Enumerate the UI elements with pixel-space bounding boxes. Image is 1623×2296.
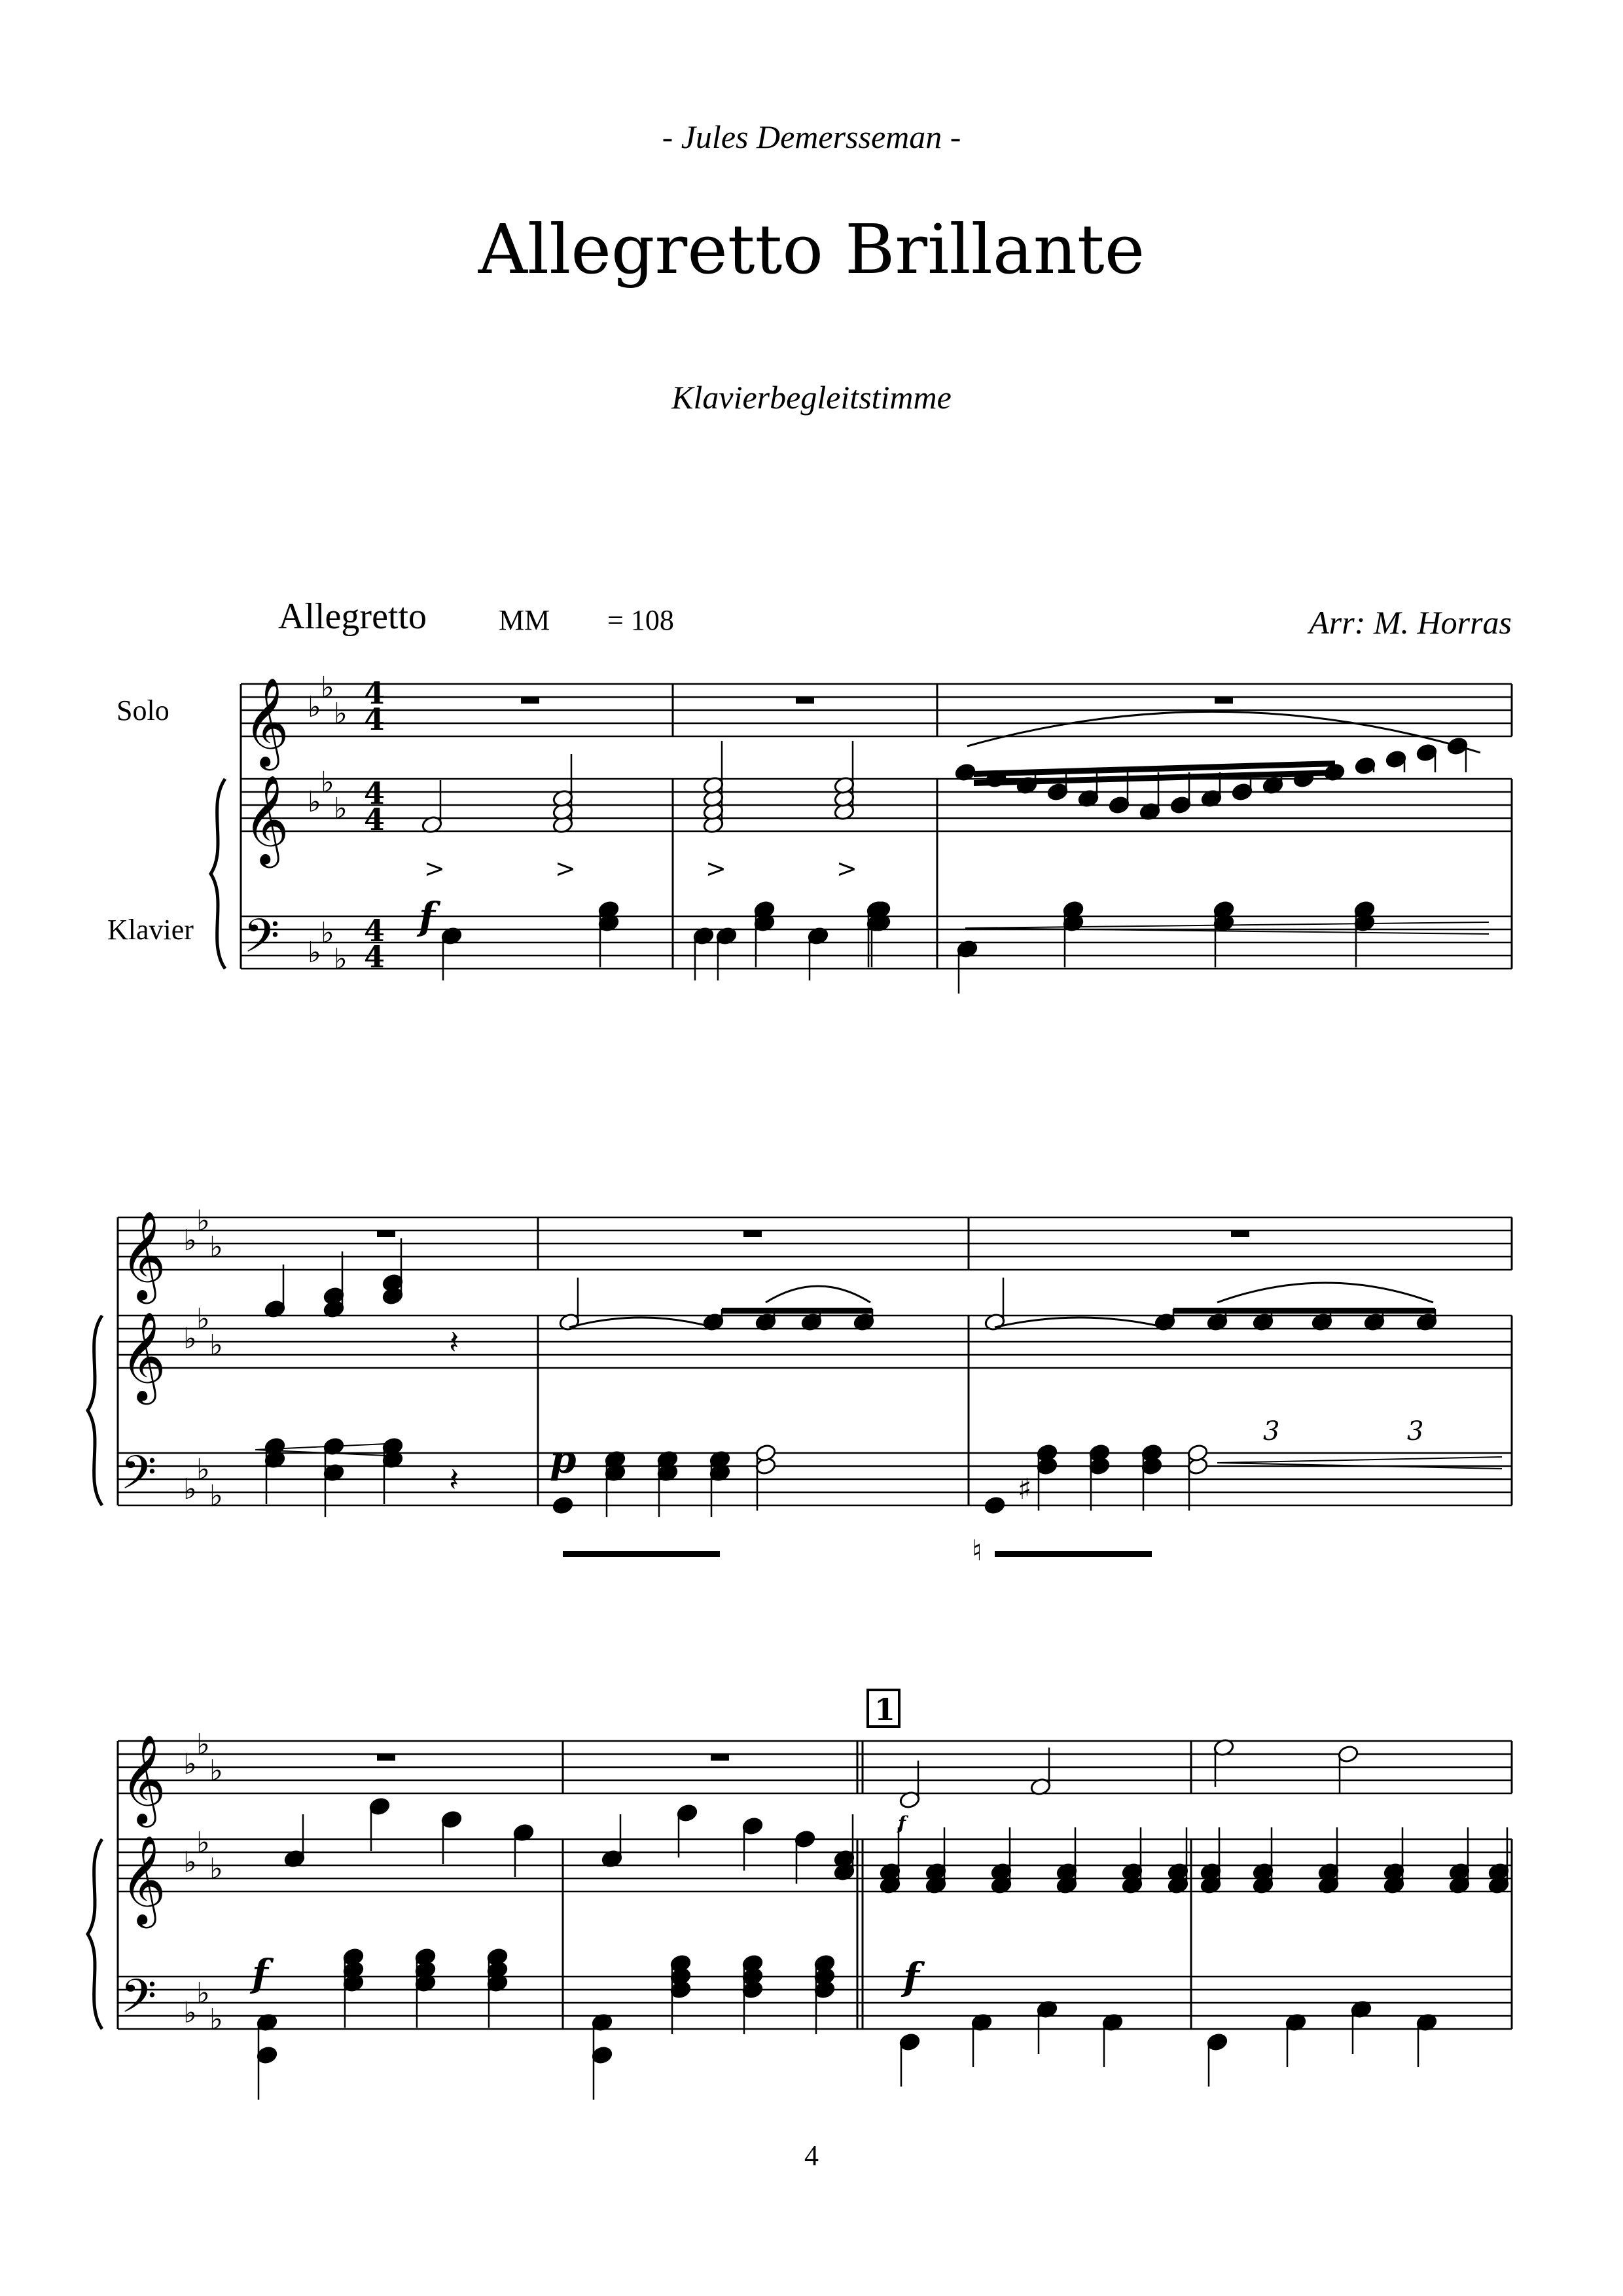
note-head bbox=[1169, 795, 1191, 814]
whole-rest bbox=[377, 1230, 395, 1237]
flat-accidental: ♭ bbox=[308, 936, 321, 969]
slur bbox=[1217, 1283, 1433, 1302]
dynamic-piano: p bbox=[550, 1437, 577, 1482]
time-signature: 4 bbox=[364, 675, 385, 711]
accent-mark: > bbox=[705, 854, 726, 883]
beam bbox=[563, 1551, 720, 1557]
tempo-marking: Allegretto bbox=[278, 596, 427, 637]
note-head bbox=[440, 1810, 462, 1829]
treble-clef-icon: 𝄞 bbox=[243, 774, 289, 864]
time-signature: 4 bbox=[364, 913, 385, 948]
note-head bbox=[1354, 756, 1376, 775]
note-head bbox=[676, 1803, 698, 1822]
note-head bbox=[741, 1816, 763, 1835]
whole-rest bbox=[711, 1754, 729, 1761]
flat-accidental: ♭ bbox=[196, 1302, 210, 1336]
whole-rest bbox=[377, 1754, 395, 1761]
flat-accidental: ♭ bbox=[334, 697, 348, 730]
natural-accidental: ♮ bbox=[972, 1534, 982, 1568]
tie bbox=[995, 1318, 1165, 1327]
composer: - Jules Demersseman - bbox=[662, 118, 961, 155]
whole-rest bbox=[1215, 697, 1233, 704]
flat-accidental: ♭ bbox=[196, 1204, 210, 1238]
time-signature: 4 bbox=[364, 702, 385, 737]
treble-clef-icon: 𝄞 bbox=[243, 676, 289, 766]
rehearsal-mark: 1 bbox=[874, 1692, 896, 1727]
dynamic-forte: f bbox=[252, 1951, 268, 1996]
note-head bbox=[323, 1286, 344, 1305]
dynamic-forte: f bbox=[419, 894, 435, 939]
quarter-rest: 𝄽 bbox=[449, 1461, 459, 1499]
note-head bbox=[899, 2032, 920, 2051]
flat-accidental: ♭ bbox=[196, 1977, 210, 2010]
flat-accidental: ♭ bbox=[334, 792, 348, 825]
note-head bbox=[1108, 795, 1130, 814]
note-head bbox=[813, 1954, 835, 1973]
flat-accidental: ♭ bbox=[183, 1748, 197, 1781]
time-signature: 4 bbox=[364, 776, 385, 811]
tie bbox=[569, 1318, 713, 1327]
bass-clef-icon: 𝄢 bbox=[243, 909, 280, 975]
whole-rest bbox=[796, 697, 814, 704]
note-head bbox=[669, 1954, 691, 1973]
flat-accidental: ♭ bbox=[196, 1453, 210, 1486]
flat-accidental: ♭ bbox=[209, 1479, 223, 1513]
instrument-label-piano: Klavier bbox=[107, 914, 194, 946]
flat-accidental: ♭ bbox=[209, 2003, 223, 2036]
dynamic-forte: f bbox=[903, 1954, 919, 1999]
beam bbox=[1173, 1308, 1435, 1314]
brace bbox=[88, 1839, 102, 2029]
flat-accidental: ♭ bbox=[334, 942, 348, 976]
treble-clef-icon: 𝄞 bbox=[120, 1310, 166, 1401]
note-head bbox=[1088, 1443, 1110, 1462]
time-signature: 4 bbox=[364, 802, 385, 837]
accent-mark: > bbox=[424, 854, 445, 883]
note-head bbox=[741, 1954, 763, 1973]
flat-accidental: ♭ bbox=[321, 766, 334, 799]
flat-accidental: ♭ bbox=[321, 671, 334, 704]
bass-clef-icon: 𝄢 bbox=[120, 1446, 157, 1511]
brace bbox=[211, 779, 225, 969]
note-head bbox=[1385, 749, 1406, 768]
flat-accidental: ♭ bbox=[308, 785, 321, 819]
note-head bbox=[414, 1947, 436, 1966]
note-head bbox=[486, 1947, 508, 1966]
flat-accidental: ♭ bbox=[209, 1230, 223, 1264]
page-title: Allegretto Brillante bbox=[478, 209, 1145, 289]
tuplet-number: 3 bbox=[1407, 1416, 1424, 1446]
accent-mark: > bbox=[555, 854, 576, 883]
beam bbox=[722, 1308, 872, 1314]
flat-accidental: ♭ bbox=[183, 1322, 197, 1355]
note-head bbox=[1046, 782, 1068, 801]
note-head bbox=[256, 2045, 277, 2064]
note-head bbox=[794, 1829, 815, 1848]
slur bbox=[967, 711, 1480, 753]
quarter-rest: 𝄽 bbox=[449, 1323, 459, 1361]
note-head bbox=[755, 1443, 776, 1462]
note-head bbox=[984, 1496, 1005, 1515]
flat-accidental: ♭ bbox=[183, 1996, 197, 2030]
whole-rest bbox=[743, 1230, 762, 1237]
brace bbox=[88, 1316, 102, 1505]
flat-accidental: ♭ bbox=[183, 1224, 197, 1257]
note-head bbox=[342, 1947, 364, 1966]
subtitle: Klavierbegleitstimme bbox=[671, 379, 952, 416]
tuplet-number: 3 bbox=[1263, 1416, 1280, 1446]
note-head bbox=[1416, 743, 1437, 762]
note-head bbox=[1036, 1443, 1058, 1462]
flat-accidental: ♭ bbox=[321, 916, 334, 950]
bass-clef-icon: 𝄢 bbox=[120, 1969, 157, 2035]
treble-clef-icon: 𝄞 bbox=[120, 1210, 166, 1300]
metronome-label: MM bbox=[499, 604, 550, 636]
flat-accidental: ♭ bbox=[209, 1852, 223, 1886]
flat-accidental: ♭ bbox=[196, 1728, 210, 1761]
flat-accidental: ♭ bbox=[308, 691, 321, 724]
time-signature: 4 bbox=[364, 939, 385, 975]
note-head bbox=[552, 1496, 573, 1515]
instrument-label-solo: Solo bbox=[116, 694, 169, 726]
flat-accidental: ♭ bbox=[209, 1329, 223, 1362]
dynamic-forte: f bbox=[898, 1812, 906, 1834]
page-number: 4 bbox=[804, 2140, 819, 2172]
note-head bbox=[368, 1797, 390, 1816]
flat-accidental: ♭ bbox=[196, 1826, 210, 1859]
accent-mark: > bbox=[836, 854, 857, 883]
whole-rest bbox=[521, 697, 539, 704]
flat-accidental: ♭ bbox=[183, 1473, 197, 1506]
note-head bbox=[1206, 2032, 1228, 2051]
note-head bbox=[382, 1273, 403, 1292]
metronome-value: = 108 bbox=[607, 604, 674, 636]
whole-rest bbox=[1231, 1230, 1249, 1237]
beam bbox=[995, 1551, 1152, 1557]
note-head bbox=[1337, 1744, 1359, 1763]
note-head bbox=[591, 2045, 613, 2064]
note-head bbox=[1231, 782, 1253, 801]
flat-accidental: ♭ bbox=[209, 1754, 223, 1787]
sharp-accidental: ♯ bbox=[1018, 1473, 1032, 1506]
crescendo-hairpin bbox=[1217, 1457, 1502, 1463]
treble-clef-icon: 𝄞 bbox=[120, 1834, 166, 1924]
treble-clef-icon: 𝄞 bbox=[120, 1733, 166, 1823]
note-head bbox=[1186, 1443, 1208, 1462]
note-head bbox=[1141, 1443, 1162, 1462]
flat-accidental: ♭ bbox=[183, 1846, 197, 1879]
arranger: Arr: M. Horras bbox=[1309, 604, 1512, 641]
slur bbox=[766, 1286, 870, 1302]
